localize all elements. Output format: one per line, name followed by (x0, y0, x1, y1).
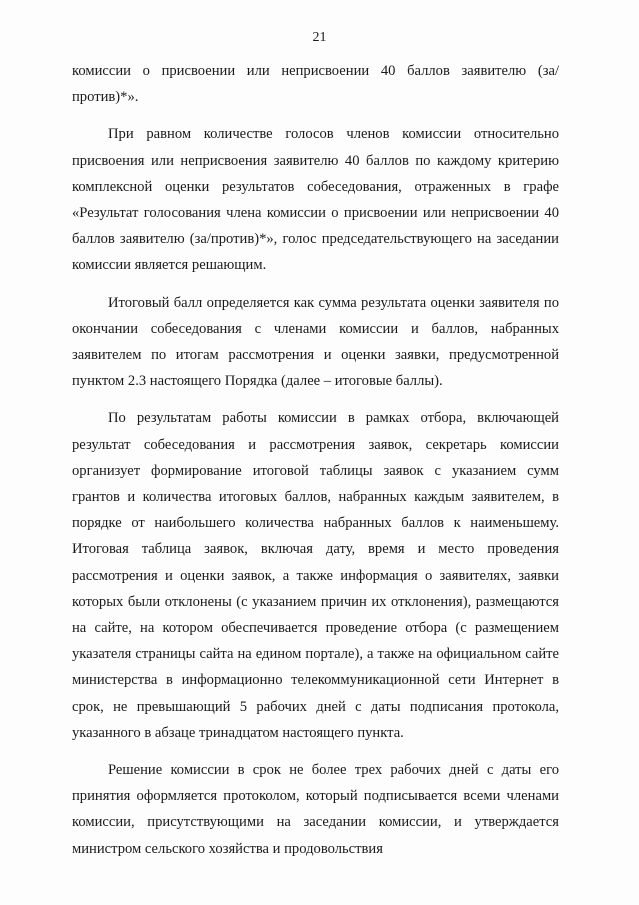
paragraph-continuation: комиссии о присвоении или неприсвоении 40 баллов заявителю (за/против)*». (72, 63, 559, 106)
paragraph-results-table: По результатам работы комиссии в рамках отбора, включающей результат собеседования и рассмотрения заявок, секретарь комиссии организует формирование итоговой таблицы заявок с указанием сумм грантов и количества итоговых баллов, набранных каждым заявителем, в порядке от наибольшего количества набранных баллов к наименьшему. Итоговая таблица заявок, включая дату, время и место проведения рассмотрения и оценки заявок, а также информация о заявителях, заявки которых были отклонены (с указанием причин их отклонения), размещаются на сайте, на котором обеспечивается проведение отбора (с размещением указателя страницы сайта на едином портале), а также на официальном сайте министерства в информационно телекоммуникационной сети Интернет в срок, не превышающий 5 рабочих дней с даты подписания протокола, указанного в абзаце тринадцатом настоящего пункта. (72, 410, 559, 741)
paragraph-protocol: Решение комиссии в срок не более трех рабочих дней с даты его принятия оформляется протоколом, который подписывается всеми членами комиссии, присутствующими на заседании комиссии, и утверждается министром сельского хозяйства и продовольствия (72, 762, 559, 857)
paragraph-final-score: Итоговый балл определяется как сумма результата оценки заявителя по окончании собеседования с членами комиссии и баллов, набранных заявителем по итогам рассмотрения и оценки заявки, предусмотренной пунктом 2.3 настоящего Порядка (далее – итоговые баллы). (72, 294, 559, 390)
document-body (72, 58, 559, 862)
paragraph-tie-vote: При равном количестве голосов членов комиссии относительно присвоения или неприсвоения заявителю 40 баллов по каждому критерию комплексной оценки результатов собеседования, отраженных в графе «Результат голосования члена комиссии о присвоении или неприсвоении 40 баллов заявителю (за/против)*», голос председательствующего на заседании комиссии является решающим. (72, 126, 559, 274)
page-number: 21 (312, 30, 327, 45)
